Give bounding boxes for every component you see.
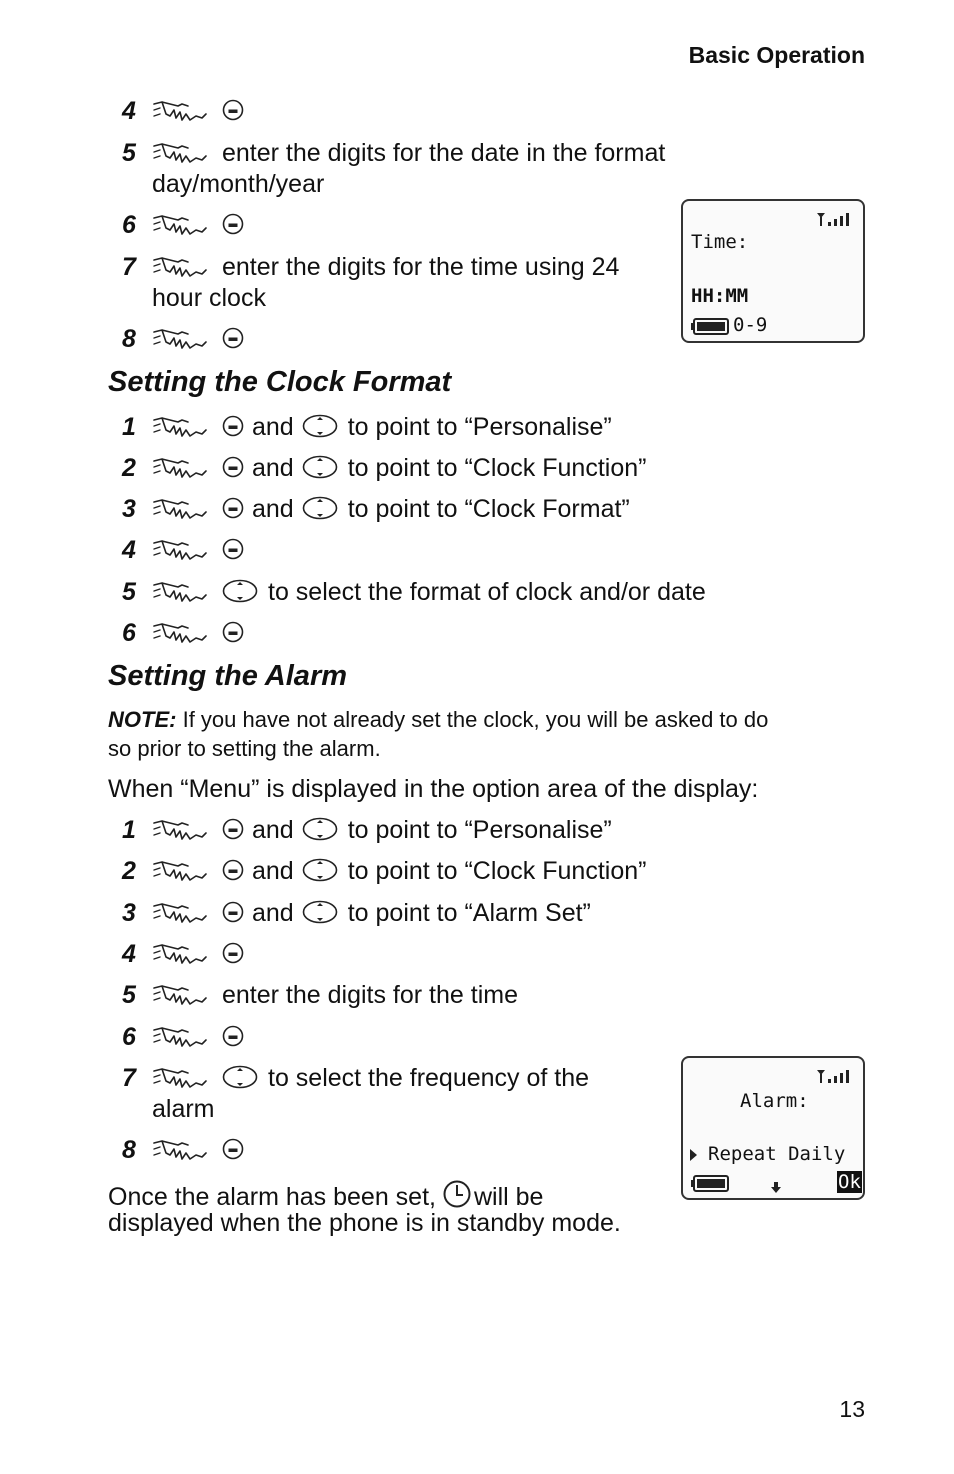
hand-pointer-icon: [152, 620, 208, 646]
alarm-step-6: [122, 1022, 252, 1053]
select-key-icon: [222, 621, 244, 643]
lcd-ok-softkey: Ok: [838, 1171, 861, 1193]
date-step-7: [122, 252, 619, 283]
alarm-step-5: [122, 980, 518, 1011]
step-number: 7: [122, 253, 136, 281]
hand-pointer-icon: [152, 1065, 208, 1091]
step-text: to point to “Personalise”: [347, 816, 612, 844]
step-number: 2: [122, 454, 136, 482]
clock-step-4: [122, 535, 252, 566]
pointer-arrow-icon: [689, 1148, 699, 1162]
lcd-alarm-screen: [681, 1056, 865, 1200]
step-text-continued: alarm: [152, 1095, 215, 1123]
lcd-option: Repeat Daily: [708, 1143, 846, 1165]
battery-icon: [691, 1175, 731, 1192]
closing-text: Once the alarm has been set,: [108, 1183, 436, 1211]
step-number: 4: [122, 536, 136, 564]
lcd-time-screen: [681, 199, 865, 343]
signal-strength-icon: [815, 1068, 857, 1084]
step-number: 6: [122, 211, 136, 239]
hand-pointer-icon: [152, 1137, 208, 1163]
hand-pointer-icon: [152, 98, 208, 124]
select-key-icon: [222, 1138, 244, 1160]
alarm-step-1: [122, 815, 612, 846]
and-text: and: [252, 413, 294, 441]
scroll-up-down-icon: [302, 817, 338, 841]
step-number: 6: [122, 1023, 136, 1051]
hand-pointer-icon: [152, 537, 208, 563]
hand-pointer-icon: [152, 817, 208, 843]
step-number: 5: [122, 981, 136, 1009]
hand-pointer-icon: [152, 579, 208, 605]
step-number: 8: [122, 1136, 136, 1164]
step-text: enter the digits for the date in the format: [222, 139, 666, 167]
select-key-icon: [222, 327, 244, 349]
alarm-intro: When “Menu” is displayed in the option area of the display:: [108, 775, 759, 803]
closing-text: will be: [473, 1183, 544, 1211]
clock-step-1: [122, 412, 612, 443]
and-text: and: [252, 816, 294, 844]
signal-strength-icon: [815, 211, 857, 227]
step-number: 5: [122, 578, 136, 606]
clock-step-3: [122, 494, 630, 525]
alarm-closing-line-2: displayed when the phone is in standby mode.: [108, 1209, 621, 1237]
hand-pointer-icon: [152, 900, 208, 926]
alarm-step-4: [122, 939, 252, 970]
lcd-title: Time:: [691, 231, 749, 253]
alarm-note-continued: so prior to setting the alarm.: [108, 736, 381, 761]
scroll-up-down-icon: [302, 414, 338, 438]
select-key-icon: [222, 99, 244, 121]
note-label: NOTE:: [108, 707, 177, 732]
scroll-up-down-icon: [302, 455, 338, 479]
select-key-icon: [222, 1025, 244, 1047]
lcd-hint: 0-9: [733, 314, 768, 336]
scroll-up-down-icon: [302, 900, 338, 924]
clock-step-6: [122, 618, 252, 649]
scroll-up-down-icon: [302, 858, 338, 882]
step-text: to point to “Clock Format”: [347, 495, 630, 523]
note-text: If you have not already set the clock, you will be asked to do: [182, 707, 769, 732]
clock-step-5: [122, 577, 706, 608]
step-text: to select the format of clock and/or date: [268, 578, 706, 606]
step-text: to point to “Personalise”: [347, 413, 612, 441]
alarm-step-8: [122, 1135, 252, 1166]
step-text: to select the frequency of the: [268, 1064, 590, 1092]
select-key-icon: [222, 859, 244, 881]
alarm-step-3: [122, 898, 591, 929]
date-step-8: [122, 324, 252, 355]
select-key-icon: [222, 456, 244, 478]
page-number: 13: [839, 1396, 865, 1422]
date-step-6: [122, 210, 252, 241]
step-number: 7: [122, 1064, 136, 1092]
alarm-note: [108, 705, 768, 734]
alarm-step-2: [122, 856, 646, 887]
hand-pointer-icon: [152, 1024, 208, 1050]
hand-pointer-icon: [152, 254, 208, 280]
scroll-up-down-icon: [222, 1065, 258, 1089]
step-number: 3: [122, 899, 136, 927]
section-header: Basic Operation: [688, 42, 865, 68]
lcd-format: HH:MM: [691, 285, 749, 307]
hand-pointer-icon: [152, 326, 208, 352]
step-number: 1: [122, 816, 136, 844]
and-text: and: [252, 454, 294, 482]
step-number: 1: [122, 413, 136, 441]
date-step-4: [122, 96, 252, 127]
step-text: enter the digits for the time using 24: [222, 253, 620, 281]
scroll-down-arrow-icon: [770, 1182, 782, 1194]
scroll-up-down-icon: [222, 579, 258, 603]
step-number: 5: [122, 139, 136, 167]
step-number: 2: [122, 857, 136, 885]
hand-pointer-icon: [152, 212, 208, 238]
alarm-step-7: [122, 1063, 589, 1094]
select-key-icon: [222, 415, 244, 437]
scroll-up-down-icon: [302, 496, 338, 520]
select-key-icon: [222, 497, 244, 519]
hand-pointer-icon: [152, 455, 208, 481]
lcd-title: Alarm:: [740, 1090, 809, 1112]
select-key-icon: [222, 818, 244, 840]
step-text: to point to “Alarm Set”: [347, 899, 591, 927]
select-key-icon: [222, 213, 244, 235]
select-key-icon: [222, 538, 244, 560]
clock-step-2: [122, 453, 646, 484]
step-text-continued: day/month/year: [152, 170, 325, 198]
select-key-icon: [222, 901, 244, 923]
hand-pointer-icon: [152, 140, 208, 166]
and-text: and: [252, 857, 294, 885]
alarm-heading: Setting the Alarm: [108, 660, 348, 692]
step-text: enter the digits for the time: [222, 981, 518, 1009]
step-number: 8: [122, 325, 136, 353]
hand-pointer-icon: [152, 496, 208, 522]
battery-icon: [691, 318, 731, 335]
step-number: 6: [122, 619, 136, 647]
hand-pointer-icon: [152, 982, 208, 1008]
step-text-continued: hour clock: [152, 284, 266, 312]
date-step-5: [122, 138, 665, 169]
alarm-clock-icon: [442, 1177, 472, 1211]
hand-pointer-icon: [152, 858, 208, 884]
step-number: 4: [122, 97, 136, 125]
hand-pointer-icon: [152, 941, 208, 967]
step-number: 4: [122, 940, 136, 968]
step-text: to point to “Clock Function”: [347, 454, 647, 482]
step-text: to point to “Clock Function”: [347, 857, 647, 885]
select-key-icon: [222, 942, 244, 964]
step-number: 3: [122, 495, 136, 523]
hand-pointer-icon: [152, 414, 208, 440]
clock-format-heading: Setting the Clock Format: [108, 366, 452, 398]
and-text: and: [252, 899, 294, 927]
and-text: and: [252, 495, 294, 523]
